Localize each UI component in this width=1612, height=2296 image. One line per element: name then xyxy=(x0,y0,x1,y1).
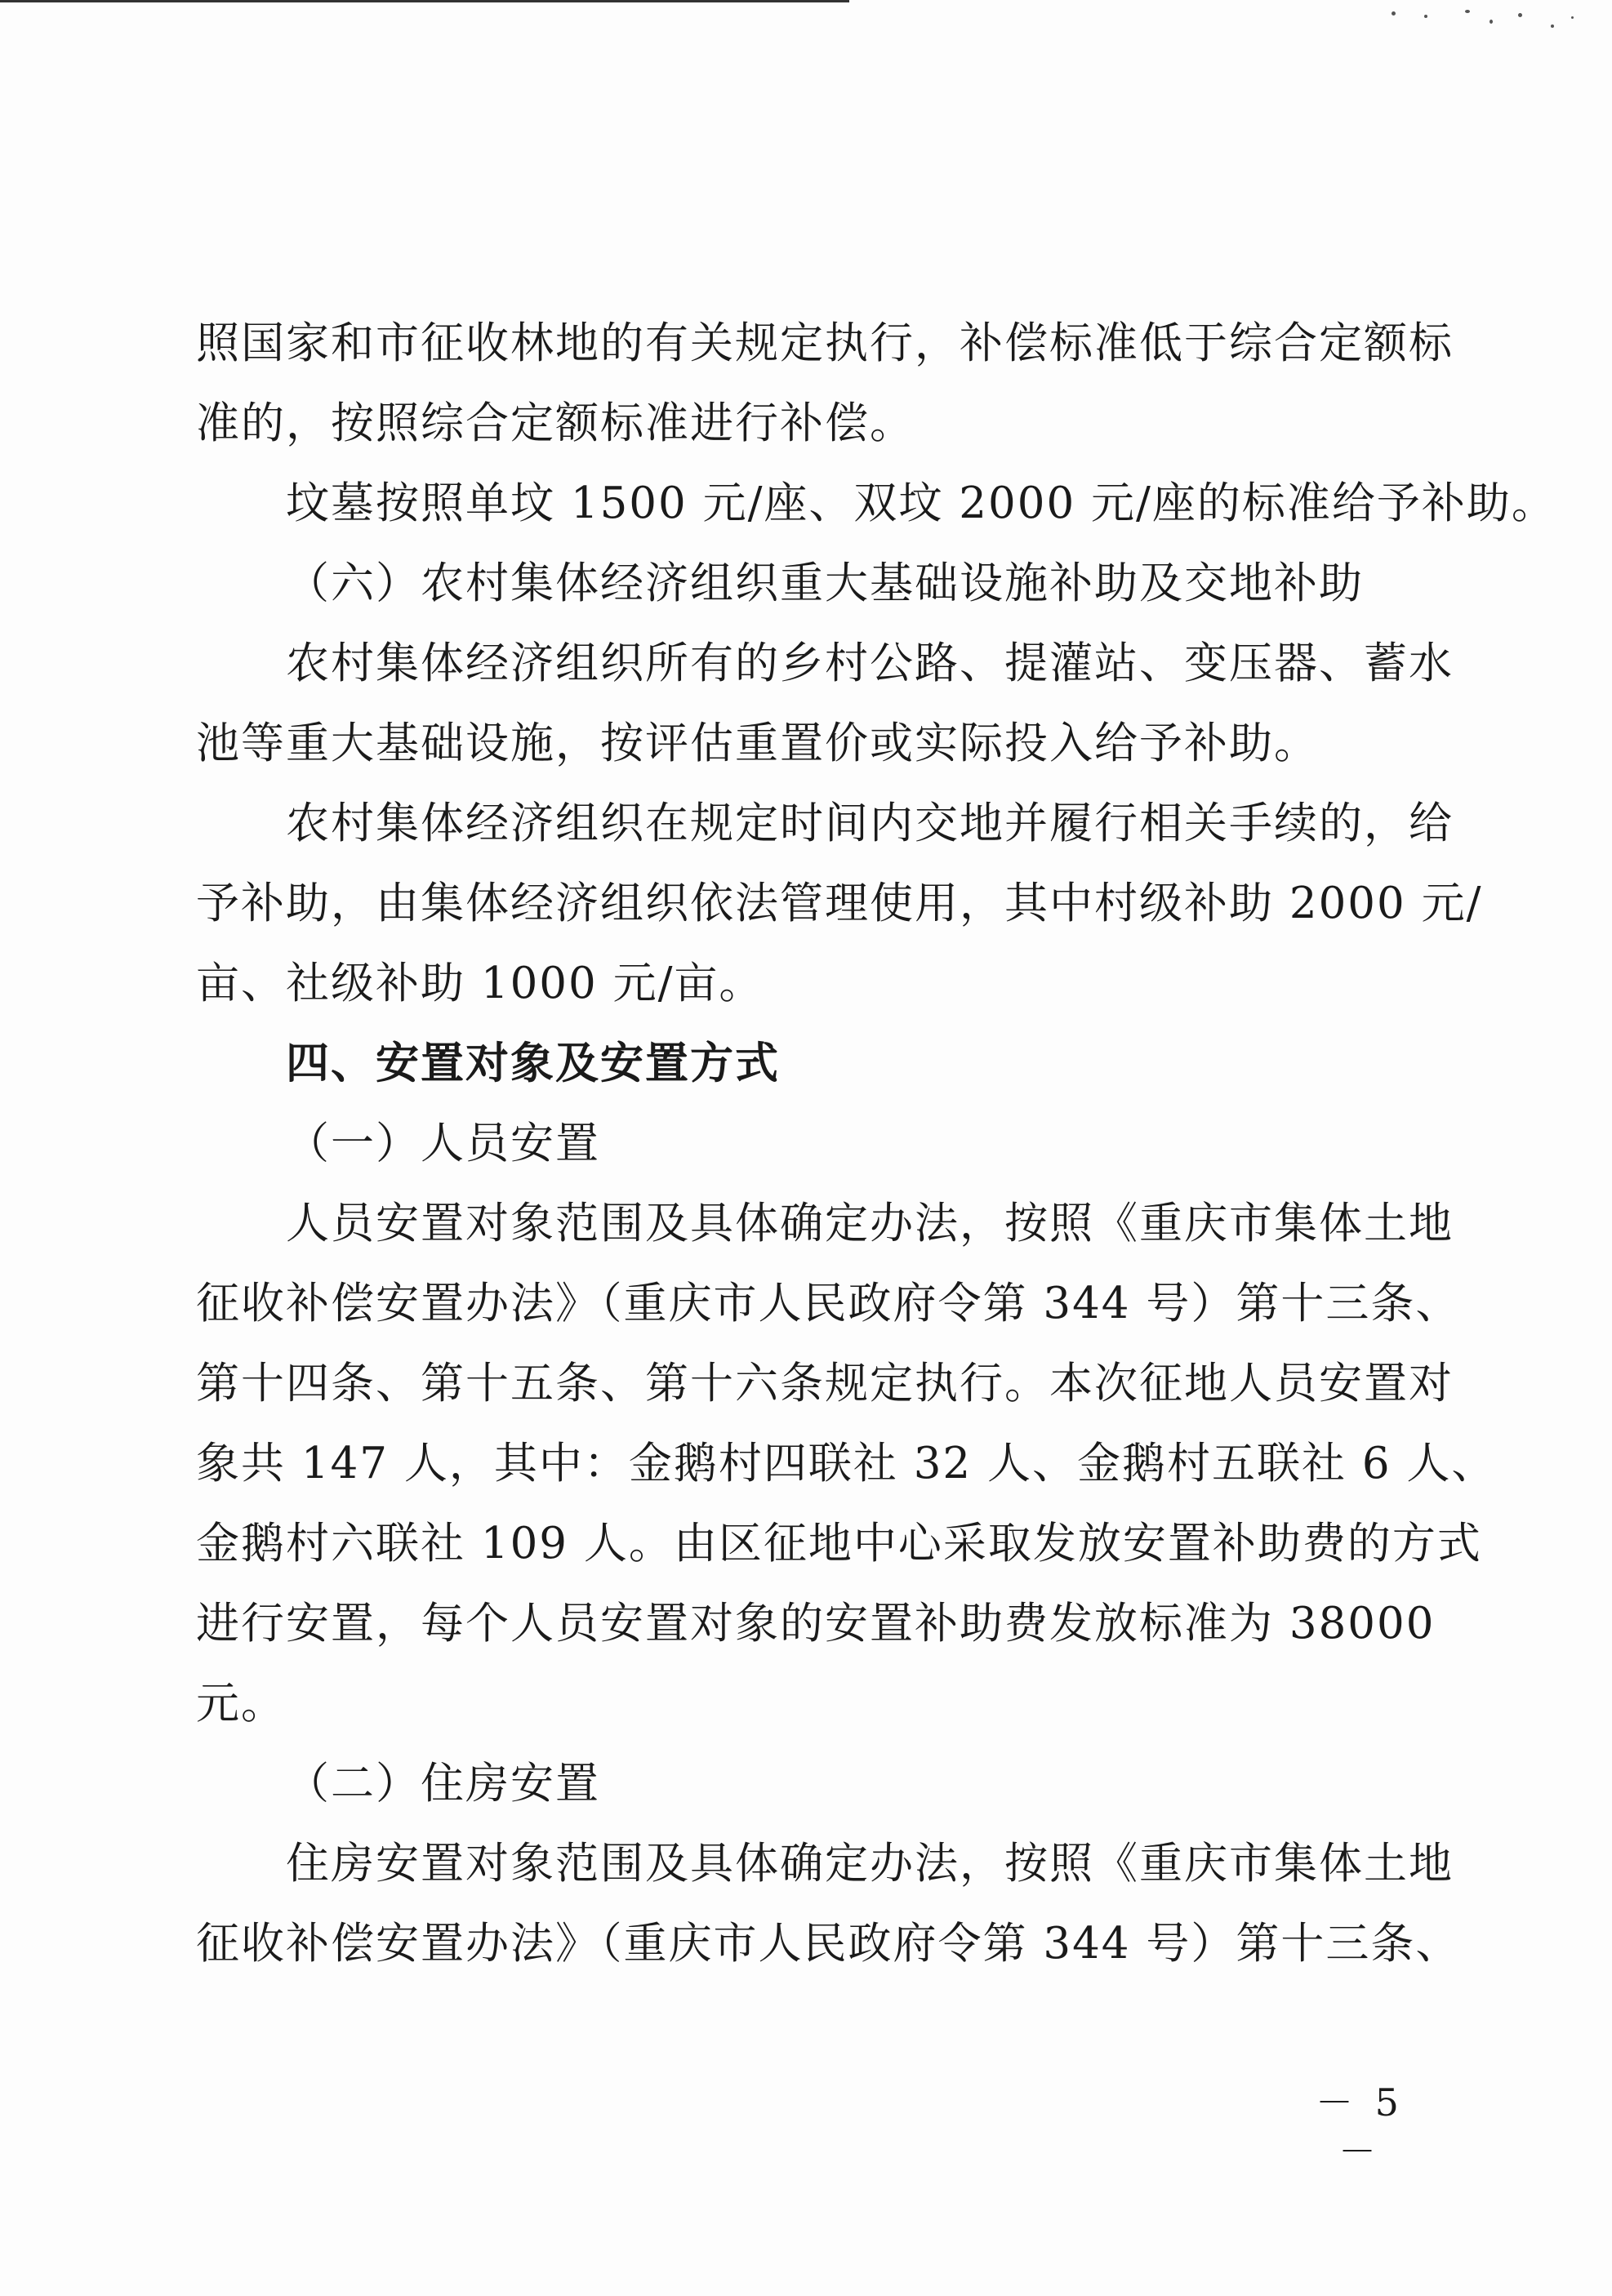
body-line: 准的，按照综合定额标准进行补偿。 xyxy=(196,398,915,448)
subheading: （一）人员安置 xyxy=(286,1119,600,1168)
body-line: 进行安置，每个人员安置对象的安置补助费发放标准为 38000 xyxy=(196,1599,1436,1649)
body-line: 象共 147 人，其中：金鹅村四联社 32 人、金鹅村五联社 6 人、 xyxy=(196,1439,1497,1488)
body-line: 人员安置对象范围及具体确定办法，按照《重庆市集体土地 xyxy=(286,1199,1454,1248)
page-number: － 5 － xyxy=(1316,2080,1404,2174)
body-line: 农村集体经济组织在规定时间内交地并履行相关手续的，给 xyxy=(286,799,1454,848)
body-line: 金鹅村六联社 109 人。由区征地中心采取发放安置补助费的方式 xyxy=(196,1519,1482,1568)
body-line: 池等重大基础设施，按评估重置价或实际投入给予补助。 xyxy=(196,719,1319,768)
body-line: 征收补偿安置办法》（重庆市人民政府令第 344 号）第十三条、 xyxy=(196,1279,1461,1328)
body-line: 农村集体经济组织所有的乡村公路、提灌站、变压器、蓄水 xyxy=(286,639,1454,688)
body-line: 元。 xyxy=(196,1679,286,1729)
body-line: 征收补偿安置办法》（重庆市人民政府令第 344 号）第十三条、 xyxy=(196,1919,1461,1969)
body-line: 住房安置对象范围及具体确定办法，按照《重庆市集体土地 xyxy=(286,1839,1454,1889)
subheading: （六）农村集体经济组织重大基础设施补助及交地补助 xyxy=(286,558,1364,608)
document-body xyxy=(196,304,1556,1984)
body-line: 予补助，由集体经济组织依法管理使用，其中村级补助 2000 元/ xyxy=(196,879,1483,928)
body-line: 照国家和市征收林地的有关规定执行，补偿标准低于综合定额标 xyxy=(196,318,1454,368)
top-scan-rule xyxy=(0,0,849,2)
subheading: （二）住房安置 xyxy=(286,1759,600,1809)
section-heading: 四、安置对象及安置方式 xyxy=(286,1039,780,1088)
body-line: 坟墓按照单坟 1500 元/座、双坟 2000 元/座的标准给予补助。 xyxy=(286,478,1556,528)
scan-noise xyxy=(1375,5,1588,38)
body-line: 亩、社级补助 1000 元/亩。 xyxy=(196,959,764,1008)
body-line: 第十四条、第十五条、第十六条规定执行。本次征地人员安置对 xyxy=(196,1359,1454,1408)
